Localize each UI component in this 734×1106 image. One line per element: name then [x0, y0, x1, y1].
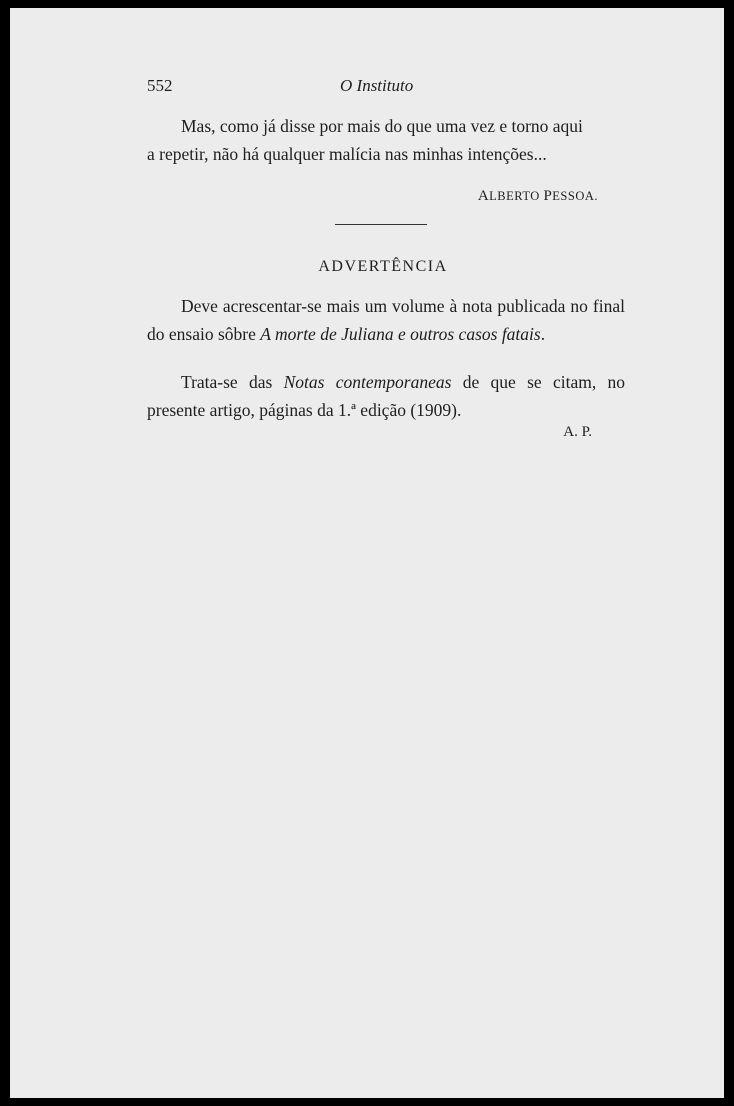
cited-work-title: Notas contemporaneas: [283, 372, 452, 392]
letter-closing-paragraph: [147, 112, 625, 168]
section-heading: ADVERTÊNCIA: [318, 258, 448, 275]
running-title: O Instituto: [340, 76, 414, 95]
signature: ALBERTO PESSOA.: [477, 188, 598, 204]
advertencia-paragraph-2: Trata-se das Notas contemporaneas de que se citam, no presente artigo, páginas da 1.ª edição (1909).: [147, 372, 625, 420]
document-page: [10, 8, 724, 1098]
book-title: A morte de Juliana e outros casos fatais: [260, 324, 541, 344]
author-initials: A. P.: [563, 424, 592, 440]
letter-line-1: Mas, como já disse por mais do que uma vez e torno aqui: [181, 116, 583, 136]
section-divider: [335, 224, 427, 225]
advertencia-paragraph-1: Deve acrescentar-se mais um volume à nota publicada no final do ensaio sôbre A morte de Juliana e outros casos fatais.: [147, 296, 625, 344]
page-number: 552: [147, 76, 173, 95]
letter-line-2: a repetir, não há qualquer malícia nas minhas intenções...: [147, 144, 547, 164]
